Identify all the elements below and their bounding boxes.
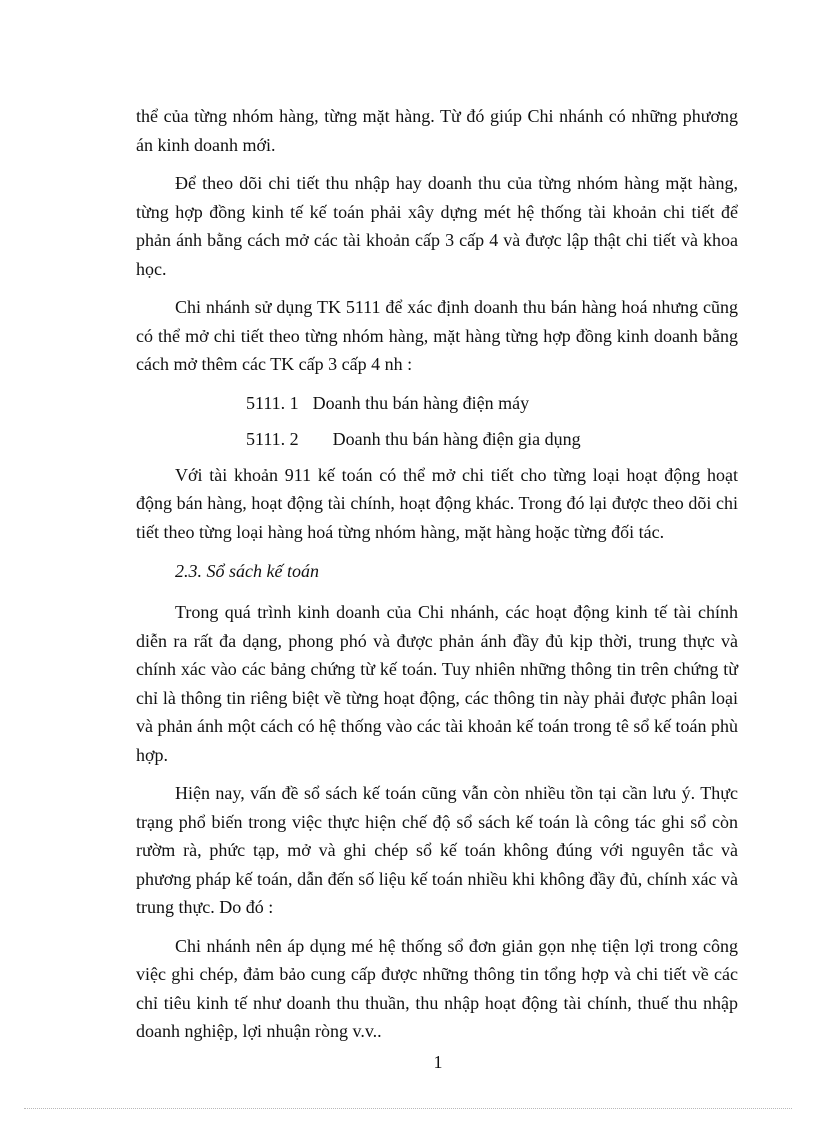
paragraph-business-process: Trong quá trình kinh doanh của Chi nhánh, các hoạt động kinh tế tài chính diễn ra rất đa dạng, phong phó và được phản ánh đầy đủ kịp thời, trung thực và chính xác vào các bảng chứng từ kế toán. Tuy nhiên những thông tin trên chứng từ chỉ là thông tin riêng biệt về từng hoạt động, các thông tin này phải được phân loại và phản ánh một cách có hệ thống vào các tài khoản kế toán trong tê sổ kế toán phù hợp. [136, 602, 738, 765]
paragraph-recommendation: Chi nhánh nên áp dụng mé hệ thống sổ đơn giản gọn nhẹ tiện lợi trong công việc ghi chép, đảm bảo cung cấp được những thông tin tổng hợp và chi tiết về các chỉ tiêu kinh tế như doanh thu thuần, thu nhập hoạt động tài chính, thuế thu nhập doanh nghiệp, lợi nhuận ròng v.v.. [136, 935, 738, 1041]
page-body [136, 102, 738, 1056]
page-bottom-divider [24, 1108, 792, 1109]
paragraph-current-issues: Hiện nay, vấn đề sổ sách kế toán cũng vẫn còn nhiều tồn tại cần lưu ý. Thực trạng phổ biến trong việc thực hiện chế độ sổ sách kế toán là công tác ghi sổ còn rườm rà, phức tạp, mở và ghi chép sổ kế toán không đúng với nguyên tắc và phương pháp kế toán, dẫn đến số liệu kế toán nhiều khi không đầy đủ, chính xác và trung thực. Do đó : [136, 783, 738, 917]
account-code: 5111. 1 [246, 392, 299, 413]
paragraph-continuation: thể của từng nhóm hàng, từng mặt hàng. Từ đó giúp Chi nhánh có những phương án kinh doanh mới. [136, 106, 738, 155]
section-heading: 2.3. Sổ sách kế toán [175, 561, 319, 581]
account-row-5111-1 [136, 389, 738, 417]
account-code: 5111. 2 [246, 428, 299, 449]
paragraph-detail-accounts: Để theo dõi chi tiết thu nhập hay doanh thu của từng nhóm hàng mặt hàng, từng hợp đồng kinh tế kế toán phải xây dựng mét hệ thống tài khoản chi tiết để phản ánh bằng cách mở các tài khoản cấp 3 cấp 4 và được lập thật chi tiết và khoa học. [136, 173, 738, 279]
account-row-5111-2 [136, 425, 738, 453]
page-number: 1 [433, 1052, 443, 1072]
paragraph-tk-911: Với tài khoản 911 kế toán có thể mở chi tiết cho từng loại hoạt động hoạt động bán hàng, hoạt động tài chính, hoạt động khác. Trong đó lại được theo dõi chi tiết theo từng loại hàng hoá từng nhóm hàng, mặt hàng hoặc từng đối tác. [136, 464, 738, 542]
paragraph-tk-5111: Chi nhánh sử dụng TK 5111 để xác định doanh thu bán hàng hoá nhưng cũng có thể mở chi tiết theo từng nhóm hàng, mặt hàng từng hợp đồng kinh doanh bằng cách mở thêm các TK cấp 3 cấp 4 nh : [136, 297, 738, 374]
account-name: Doanh thu bán hàng điện máy [312, 392, 530, 413]
account-name: Doanh thu bán hàng điện gia dụng [332, 428, 581, 449]
